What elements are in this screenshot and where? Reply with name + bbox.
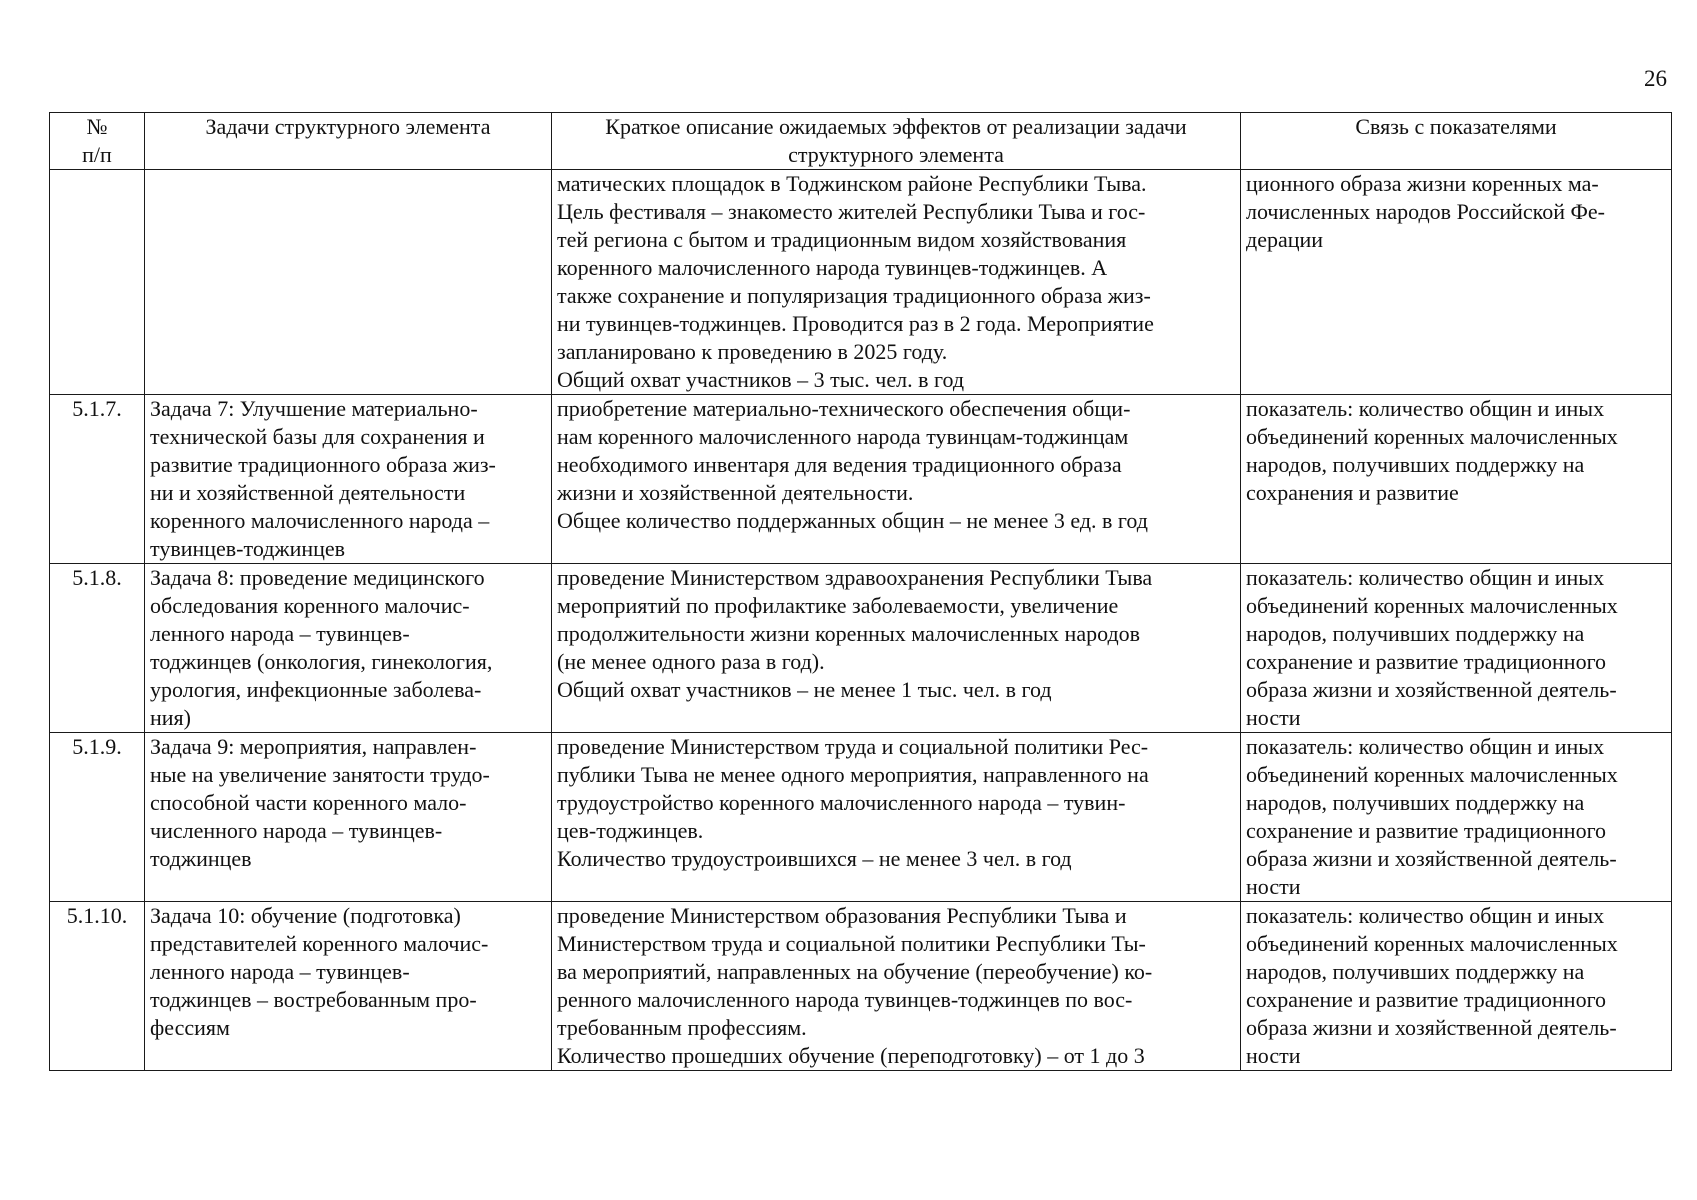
table-row <box>50 564 1672 733</box>
row-description: проведение Министерством здравоохранения Республики Тыва мероприятий по профилактике заболеваемости, увеличение продолжительности жизни коренных малочисленных народов (не менее одного раза в год). Общий охват участников – не менее 1 тыс. чел. в год <box>552 564 1241 733</box>
row-task: Задача 9: мероприятия, направлен- ные на увеличение занятости трудо- способной части коренного мало- численного народа – тувинцев- тоджинцев <box>145 733 552 902</box>
header-num: № п/п <box>50 113 145 170</box>
table-row <box>50 733 1672 902</box>
row-num: 5.1.10. <box>50 902 145 1071</box>
row-description: проведение Министерством труда и социальной политики Рес- публики Тыва не менее одного мероприятия, направленного на трудоустройство коренного малочисленного народа – тувин- цев-тоджинцев. Количество трудоустроившихся – не менее 3 чел. в год <box>552 733 1241 902</box>
table-row <box>50 902 1672 1071</box>
page-number: 26 <box>1644 66 1667 91</box>
table-row <box>50 395 1672 564</box>
header-description: Краткое описание ожидаемых эффектов от реализации задачи структурного элемента <box>552 113 1241 170</box>
row-link: показатель: количество общин и иных объединений коренных малочисленных народов, получивших поддержку на сохранение и развитие традиционного образа жизни и хозяйственной деятель- ности <box>1241 902 1672 1071</box>
row-link: показатель: количество общин и иных объединений коренных малочисленных народов, получивших поддержку на сохранения и развитие <box>1241 395 1672 564</box>
tasks-table <box>49 112 1672 1071</box>
row-num: 5.1.9. <box>50 733 145 902</box>
row-task <box>145 170 552 395</box>
row-num: 5.1.8. <box>50 564 145 733</box>
table-row <box>50 170 1672 395</box>
row-num <box>50 170 145 395</box>
row-task: Задача 7: Улучшение материально- технической базы для сохранения и развитие традиционного образа жиз- ни и хозяйственной деятельности коренного малочисленного народа – тувинцев-тоджинцев <box>145 395 552 564</box>
row-link: показатель: количество общин и иных объединений коренных малочисленных народов, получивших поддержку на сохранение и развитие традиционного образа жизни и хозяйственной деятель- ности <box>1241 733 1672 902</box>
row-link: показатель: количество общин и иных объединений коренных малочисленных народов, получивших поддержку на сохранение и развитие традиционного образа жизни и хозяйственной деятель- ности <box>1241 564 1672 733</box>
table-header-row <box>50 113 1672 170</box>
row-description: проведение Министерством образования Республики Тыва и Министерством труда и социальной политики Республики Ты- ва мероприятий, направленных на обучение (переобучение) ко- ренного малочисленного народа тувинцев-тоджинцев по вос- требованным профессиям. Количество прошедших обучение (переподготовку) – от 1 до 3 <box>552 902 1241 1071</box>
header-link: Связь с показателями <box>1241 113 1672 170</box>
header-task: Задачи структурного элемента <box>145 113 552 170</box>
row-task: Задача 8: проведение медицинского обследования коренного малочис- ленного народа – тувинцев- тоджинцев (онкология, гинекология, урология, инфекционные заболева- ния) <box>145 564 552 733</box>
row-link: ционного образа жизни коренных ма- лочисленных народов Российской Фе- дерации <box>1241 170 1672 395</box>
row-num: 5.1.7. <box>50 395 145 564</box>
row-description: приобретение материально-технического обеспечения общи- нам коренного малочисленного народа тувинцам-тоджинцам необходимого инвентаря для ведения традиционного образа жизни и хозяйственной деятельности. Общее количество поддержанных общин – не менее 3 ед. в год <box>552 395 1241 564</box>
row-description: матических площадок в Тоджинском районе Республики Тыва. Цель фестиваля – знакоместо жителей Республики Тыва и гос- тей региона с бытом и традиционным видом хозяйствования коренного малочисленного народа тувинцев-тоджинцев. А также сохранение и популяризация традиционного образа жиз- ни тувинцев-тоджинцев. Проводится раз в 2 года. Мероприятие запланировано к проведению в 2025 году. Общий охват участников – 3 тыс. чел. в год <box>552 170 1241 395</box>
row-task: Задача 10: обучение (подготовка) представителей коренного малочис- ленного народа – тувинцев- тоджинцев – востребованным про- фессиям <box>145 902 552 1071</box>
